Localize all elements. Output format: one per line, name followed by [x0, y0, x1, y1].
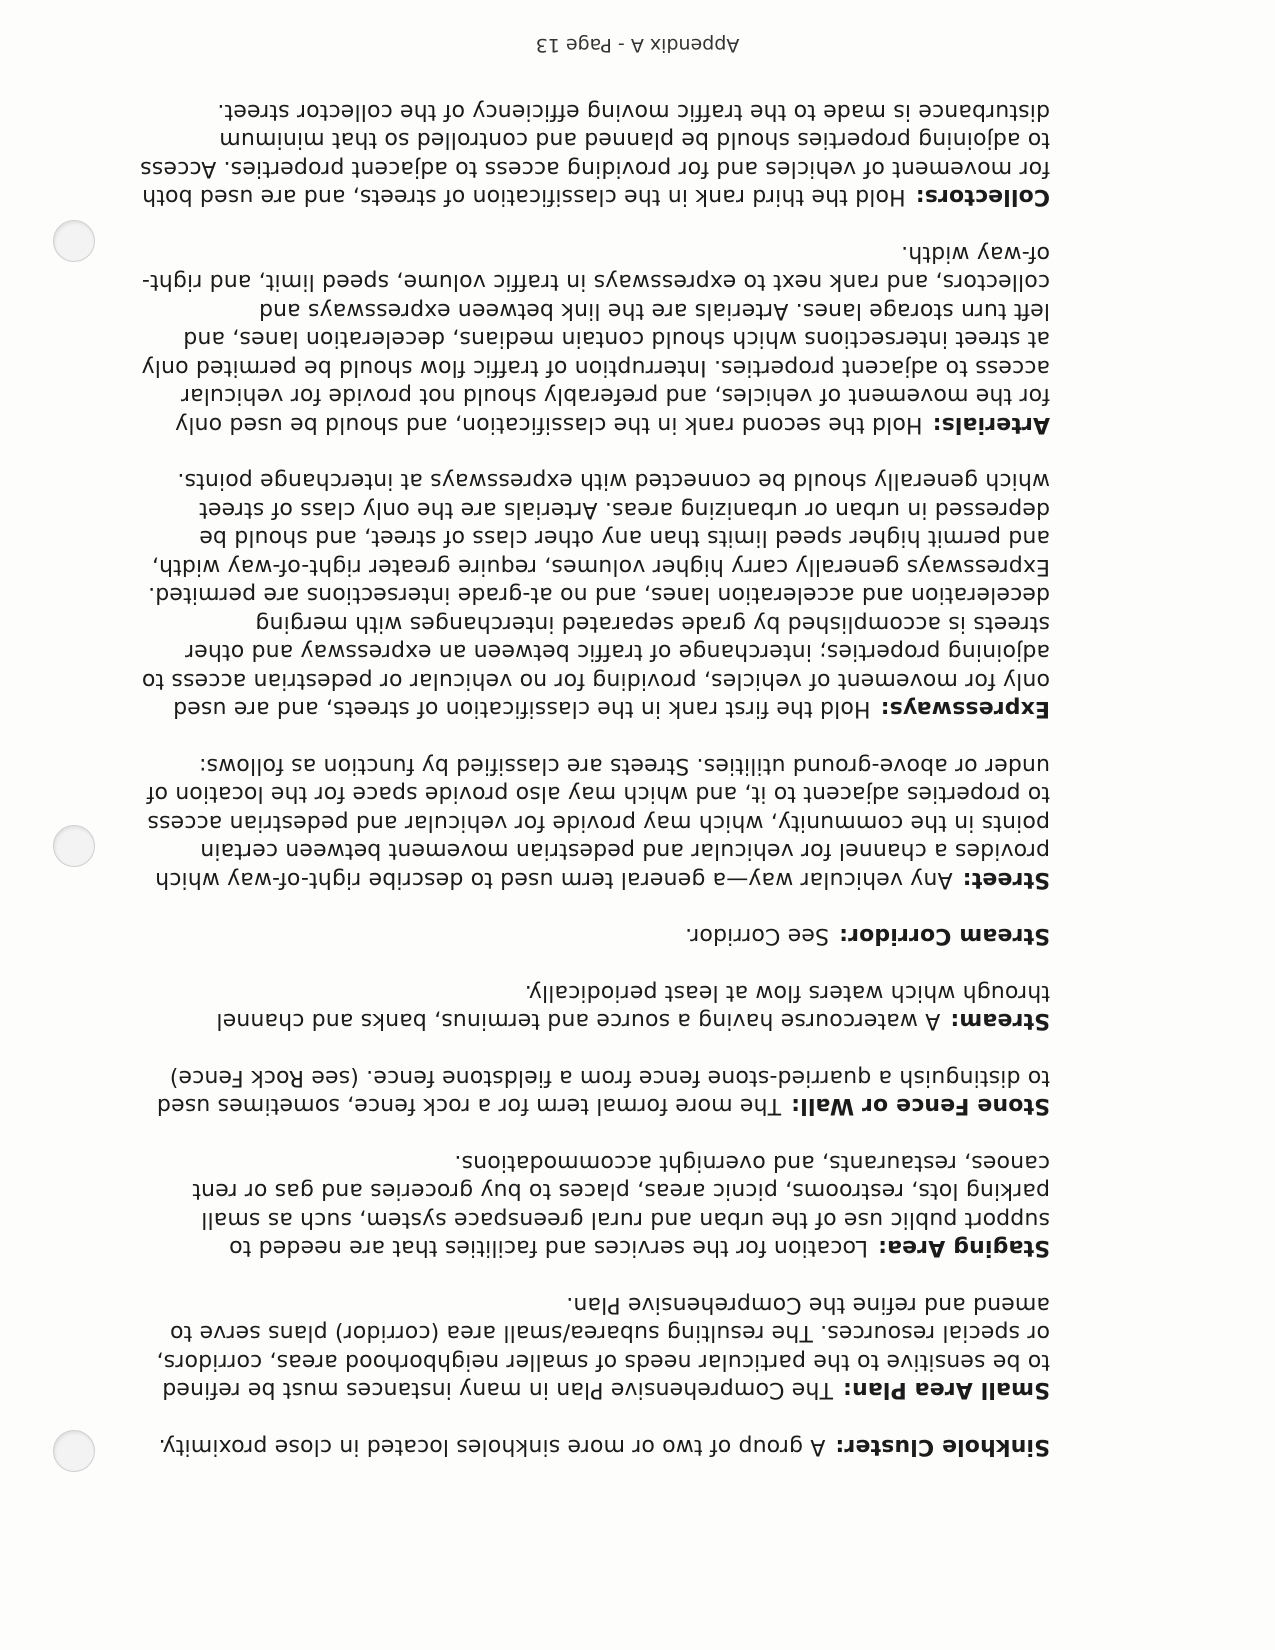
- glossary-term: Arterials:: [932, 412, 1050, 437]
- glossary-term: Stone Fence or Wall:: [791, 1093, 1050, 1119]
- glossary-term: Stream:: [950, 1008, 1050, 1034]
- glossary-term: Expressways:: [880, 696, 1050, 722]
- glossary-entry-street: [140, 751, 1050, 894]
- glossary-term: Collectors:: [915, 184, 1050, 210]
- glossary-definition: Hold the third rank in the classification of streets, and are used both for movement of vehicles and for providing access to adjacent properties. Access to adjoining properties should be planned and controlled so that minimum disturbance is made to the traffic moving efficiency of the collector street.: [140, 99, 1050, 210]
- glossary-definition: The Comprehensive Plan in many instances must be refined to be sensitive to the particular needs of smaller neighborhood areas, corridors, or special resources. The resulting subarea/small area (corridor) plans serve to amend and refine the Comprehensive Plan.: [156, 1292, 1050, 1403]
- glossary-term: Staging Area:: [878, 1235, 1050, 1261]
- glossary-entry-stream-corridor: [140, 921, 1050, 950]
- glossary-definition: Any vehicular way—a general term used to describe right-of-way which provides a channel for vehicular and pedestrian movement between certain points in the community, which may provide for vehicular and pedestrian access to properties adjacent to it, and which may also provide space for the location of under or above-ground utilities. Streets are classified by function as follows:: [146, 753, 1050, 892]
- glossary-definition: Hold the second rank in the classification, and should be used only for the movement of vehicles, and preferably should not provide for vehicular access to adjacent properties. Interruption of traffic flow should be permited only at street intersections which should contain medians, deceleration lanes, and left turn storage lanes. Arterials are the link between expressways and collectors, and rank next to expressways in traffic volume, speed limit, and right-of-way width.: [141, 241, 1050, 437]
- glossary-definition: The more formal term for a rock fence, sometimes used to distinguish a quarried-stone fence from a fieldstone fence. (see Rock Fence): [156, 1065, 1050, 1119]
- page-footer: Appendix A - Page 13: [535, 34, 740, 56]
- glossary-entry-arterials: [140, 239, 1050, 439]
- glossary-entry-staging-area: [140, 1148, 1050, 1262]
- glossary-body: [140, 69, 1050, 1461]
- glossary-definition: Hold the first rank in the classification of streets, and are used only for movement of vehicles, providing for no vehicular or pedestrian access to adjoining properties; interchange of traffic between an expressway and other streets is accomplished by grade separated interchanges with merging deceleration and acceleration lanes, and no at-grade intersections are permited. Expressways generally carry higher volumes, require greater right-of-way width, and permit higher speed limits than any other class of street, and should be depressed in urban or urbanizing areas. Arterials are the only class of street which generally should be connected with expressways at interchange points.: [141, 468, 1050, 722]
- glossary-definition: A group of two or more sinkholes located in close proximity.: [158, 1434, 826, 1459]
- glossary-term: Small Area Plan:: [842, 1377, 1050, 1403]
- glossary-definition: Location for the services and facilities that are needed to support public use of the urban and rural greenspace system, such as small parking lots, restrooms, picnic areas, places to buy groceries and gas or rent canoes, restaurants, and overnight accommodations.: [192, 1150, 1050, 1261]
- glossary-term: Street:: [962, 867, 1050, 892]
- glossary-definition: See Corridor.: [684, 923, 830, 949]
- glossary-entry-stone-fence: [140, 1063, 1050, 1120]
- glossary-entry-expressways: [140, 466, 1050, 723]
- glossary-term: Sinkhole Cluster:: [835, 1434, 1050, 1459]
- glossary-entry-stream: [140, 978, 1050, 1035]
- glossary-entry-sinkhole-cluster: [140, 1432, 1050, 1461]
- glossary-entry-small-area-plan: [140, 1290, 1050, 1404]
- glossary-entry-collectors: [140, 97, 1050, 211]
- glossary-term: Stream Corridor:: [839, 923, 1050, 949]
- glossary-definition: A watercourse having a source and terminus, banks and channel through which waters flow at least periodically.: [216, 980, 1050, 1034]
